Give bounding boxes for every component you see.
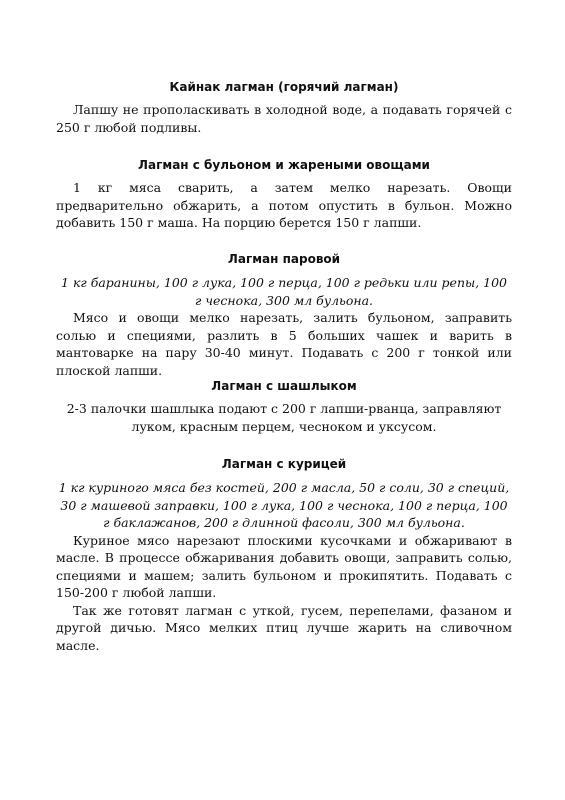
recipe-text: 2-3 палочки шашлыка подают с 200 г лапши-рванца, заправляют луком, красным перцем, чесноком и уксусом. <box>66 401 502 434</box>
recipe-lagman-chicken <box>56 456 512 654</box>
recipe-text: 1 кг мяса сварить, а затем мелко нарезать. Овощи предварительно обжарить, а потом опустить в бульон. Можно добавить 150 г маша. На порцию берется 150 г лапши. <box>56 180 512 230</box>
recipe-kaynak-lagman <box>56 79 512 136</box>
recipe-title: Кайнак лагман (горячий лагман) <box>169 80 399 94</box>
recipe-title: Лагман с бульоном и жареными овощами <box>138 158 430 172</box>
recipe-text: Мясо и овощи мелко нарезать, залить бульоном, заправить солью и специями, разлить в 5 больших чашек и варить в мантоварке на пару 30-40 минут. Подавать с 200 г тонкой или плоской лапши. <box>56 310 512 378</box>
recipe-lagman-broth-vegetables <box>56 157 512 232</box>
recipe-title: Лагман с курицей <box>221 457 347 471</box>
recipe-title: Лагман с шашлыком <box>211 379 357 393</box>
recipe-text: Куриное мясо нарезают плоскими кусочками и обжаривают в масле. В процессе обжаривания добавить овощи, заправить солью, специями и машем; залить бульоном и прокипятить. Подавать с 150-200 г любой лапши. <box>56 532 512 600</box>
recipe-lagman-shashlik <box>56 378 512 435</box>
recipe-ingredients: 1 кг баранины, 100 г лука, 100 г перца, 100 г редьки или репы, 100 г чеснока, 300 мл бульона. <box>61 275 507 308</box>
recipe-lagman-steamed <box>56 251 512 379</box>
recipe-text: Лапшу не прополаскивать в холодной воде, а подавать горячей с 250 г любой подливы. <box>56 102 512 135</box>
recipe-ingredients: 1 кг куриного мяса без костей, 200 г масла, 50 г соли, 30 г специй, 30 г машевой заправки, 100 г лука, 100 г чеснока, 100 г перца, 100 г баклажанов, 200 г длинной фасоли, 300 мл бульона. <box>58 480 510 530</box>
recipe-title: Лагман паровой <box>227 252 341 266</box>
recipe-text: Так же готовят лагман с уткой, гусем, перепелами, фазаном и другой дичью. Мясо мелких птиц лучше жарить на сливочном масле. <box>56 602 512 653</box>
